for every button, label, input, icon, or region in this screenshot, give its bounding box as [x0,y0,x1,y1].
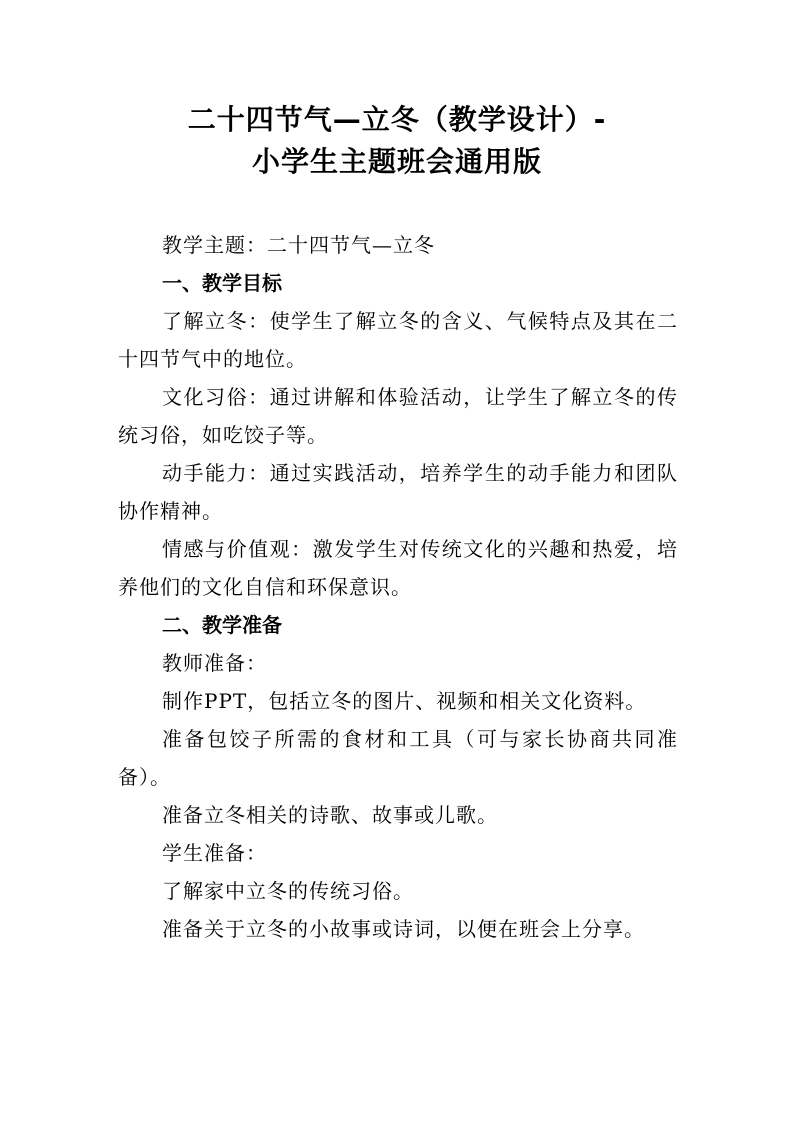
section-heading-objectives: 一、教学目标 [162,271,282,295]
teacher-prep-poems: 准备立冬相关的诗歌、故事或儿歌。 [162,803,498,827]
section-heading-preparation: 二、教学准备 [162,613,282,637]
student-prep-label: 学生准备： [162,841,267,865]
objective-values: 情感与价值观：激发学生对传统文化的兴趣和热爱，培养他们的文化自信和环保意识。 [118,537,678,599]
teacher-prep-label: 教师准备： [162,651,267,675]
document-body [118,226,678,948]
teaching-theme: 教学主题：二十四节气—立冬 [162,233,435,257]
objective-customs: 文化习俗：通过讲解和体验活动，让学生了解立冬的传统习俗，如吃饺子等。 [118,385,678,447]
student-prep-customs: 了解家中立冬的传统习俗。 [162,879,414,903]
teacher-prep-dumplings: 准备包饺子所需的食材和工具（可与家长协商共同准备）。 [118,727,678,789]
teacher-prep-ppt: 制作PPT，包括立冬的图片、视频和相关文化资料。 [162,689,647,713]
objective-hands-on: 动手能力：通过实践活动，培养学生的动手能力和团队协作精神。 [118,461,678,523]
document-title-line-1: 二十四节气—立冬（教学设计）- [187,103,607,136]
document-title-line-2: 小学生主题班会通用版 [251,145,542,178]
student-prep-stories: 准备关于立冬的小故事或诗词，以便在班会上分享。 [162,917,645,941]
objective-understanding: 了解立冬：使学生了解立冬的含义、气候特点及其在二十四节气中的地位。 [118,309,678,371]
